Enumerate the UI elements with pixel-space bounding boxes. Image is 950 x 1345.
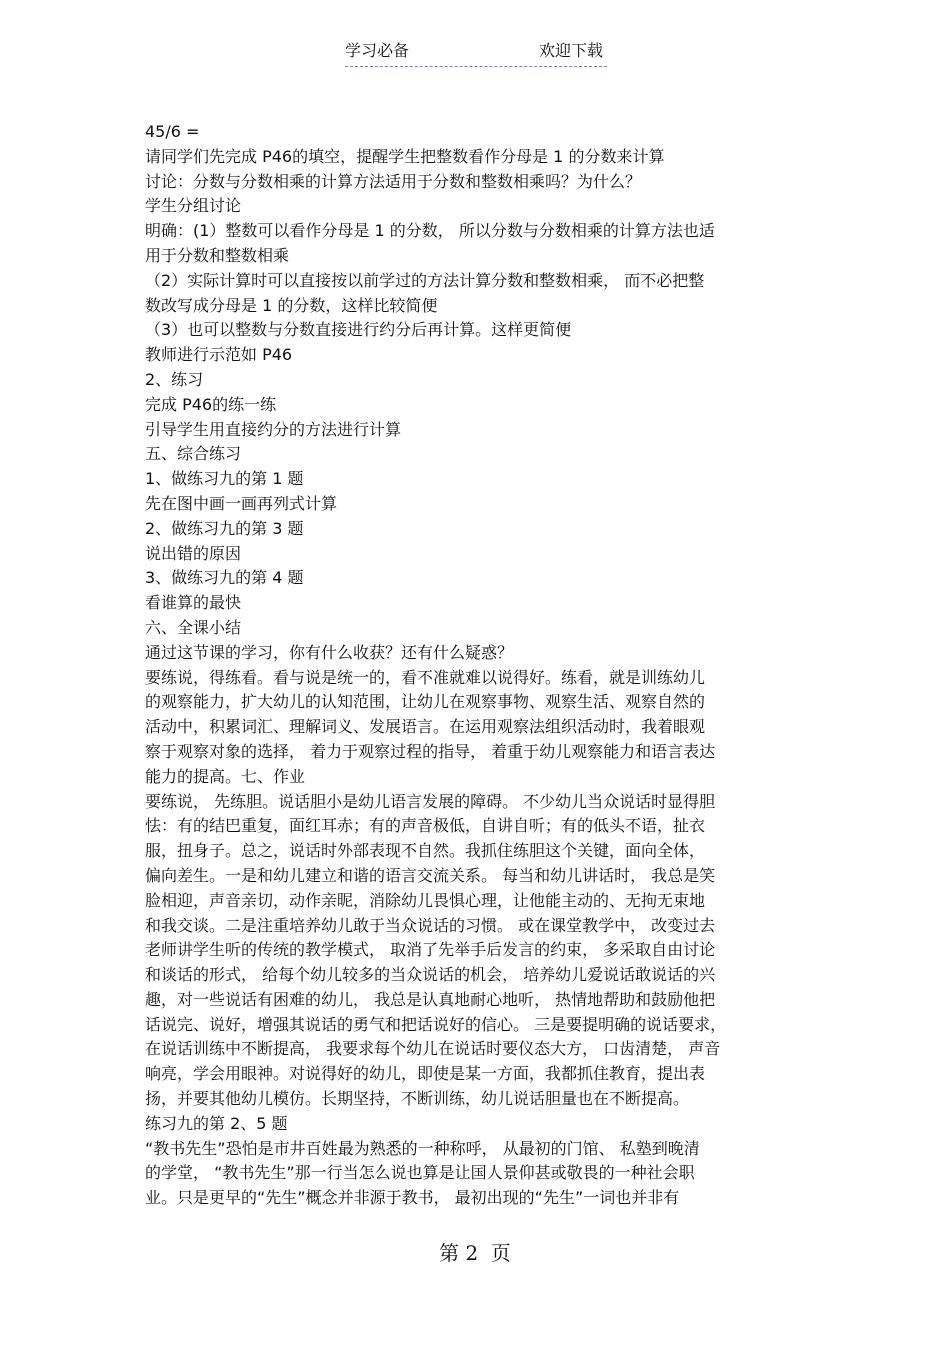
text-line: （3）也可以整数与分数直接进行约分后再计算。这样更简便 (145, 320, 572, 340)
text-line: 服，扭身子。总之，说话时外部表现不自然。我抓住练胆这个关键，面向全体， (145, 841, 706, 861)
text-line: 引导学生用直接约分的方法进行计算 (145, 419, 402, 439)
text-line: 练习九的第 2、5 题 (145, 1113, 288, 1133)
text-line: 明确：(1）整数可以看作分母是 1 的分数， 所以分数与分数相乘的计算方法也适 (145, 221, 715, 241)
header-right-text: 欢迎下载 (538, 41, 603, 60)
text-line: 六、全课小结 (145, 617, 242, 637)
text-line: 请同学们先完成 P46的填空，提醒学生把整数看作分母是 1 的分数来计算 (145, 146, 665, 166)
text-line: 教师进行示范如 P46 (145, 345, 293, 365)
text-line: 1、做练习九的第 1 题 (145, 469, 304, 489)
text-line: 老师讲学生听的传统的教学模式， 取消了先举手后发言的约束， 多采取自由讨论 (145, 940, 716, 960)
page-header (345, 40, 607, 67)
text-line: 能力的提高。七、作业 (145, 766, 306, 786)
text-line: 业。只是更早的“先生”概念并非源于教书， 最初出现的“先生”一词也并非有 (145, 1188, 680, 1208)
text-line: 五、综合练习 (145, 444, 242, 464)
text-line: 和我交谈。二是注重培养幼儿敢于当众说话的习惯。 或在课堂教学中， 改变过去 (145, 915, 716, 935)
text-line: 和谈话的形式， 给每个幼儿较多的当众说话的机会， 培养幼儿爱说话敢说话的兴 (145, 965, 716, 985)
text-line: 说出错的原因 (145, 543, 242, 563)
text-line: 偏向差生。一是和幼儿建立和谐的语言交流关系。 每当和幼儿讲话时， 我总是笑 (145, 865, 716, 885)
text-line: （2）实际计算时可以直接按以前学过的方法计算分数和整数相乘， 而不必把整 (145, 270, 705, 290)
text-line: 在说话训练中不断提高， 我要求每个幼儿在说话时要仪态大方， 口齿清楚， 声音 (145, 1039, 721, 1059)
text-line: 脸相迎，声音亲切，动作亲昵，消除幼儿畏惧心理，让他能主动的、无拘无束地 (145, 890, 706, 910)
text-line: 2、做练习九的第 3 题 (145, 518, 304, 538)
text-line: 的观察能力，扩大幼儿的认知范围，让幼儿在观察事物、观察生活、观察自然的 (145, 692, 706, 712)
text-line: 趣，对一些说话有困难的幼儿， 我总是认真地耐心地听， 热情地帮助和鼓励他把 (145, 989, 716, 1009)
document-body (145, 120, 815, 1211)
text-line: 完成 P46的练一练 (145, 394, 277, 414)
text-line: 察于观察对象的选择， 着力于观察过程的指导， 着重于幼儿观察能力和语言表达 (145, 741, 716, 761)
header-left-text: 学习必备 (345, 41, 410, 60)
text-line: 响亮，学会用眼神。对说得好的幼儿，即使是某一方面，我都抓住教育，提出表 (145, 1064, 706, 1084)
text-line: 数改写成分母是 1 的分数，这样比较简便 (145, 295, 438, 315)
text-line: 怯：有的结巴重复，面红耳赤；有的声音极低，自讲自听；有的低头不语，扯衣 (145, 816, 706, 836)
text-line: 的学堂， “教书先生”那一行当怎么说也算是让国人景仰甚或敬畏的一种社会职 (145, 1163, 695, 1183)
text-line: 45/6 = (145, 122, 200, 141)
text-line: 活动中，积累词汇、理解词义、发展语言。在运用观察法组织活动时，我着眼观 (145, 717, 706, 737)
text-line: 学生分组讨论 (145, 196, 242, 216)
text-line: 通过这节课的学习，你有什么收获？还有什么疑惑？ (145, 642, 514, 662)
text-line: 扬，并要其他幼儿模仿。长期坚持，不断训练，幼儿说话胆量也在不断提高。 (145, 1089, 690, 1109)
text-line: 要练说，得练看。看与说是统一的，看不准就难以说得好。练看，就是训练幼儿 (145, 667, 706, 687)
page-number: 第 2 页 (439, 1241, 511, 1265)
text-line: 话说完、说好，增强其说话的勇气和把话说好的信心。 三是要提明确的说话要求， (145, 1014, 727, 1034)
text-line: 要练说， 先练胆。说话胆小是幼儿语言发展的障碍。 不少幼儿当众说话时显得胆 (145, 791, 716, 811)
text-line: 讨论：分数与分数相乘的计算方法适用于分数和整数相乘吗？为什么？ (145, 171, 642, 191)
text-line: 先在图中画一画再列式计算 (145, 493, 338, 513)
text-line: 看谁算的最快 (145, 593, 242, 613)
text-line: 3、做练习九的第 4 题 (145, 568, 304, 588)
text-line: 用于分数和整数相乘 (145, 245, 290, 265)
text-line: “教书先生”恐怕是市井百姓最为熟悉的一种称呼， 从最初的门馆、 私塾到晚清 (145, 1138, 700, 1158)
text-line: 2、练习 (145, 369, 204, 389)
